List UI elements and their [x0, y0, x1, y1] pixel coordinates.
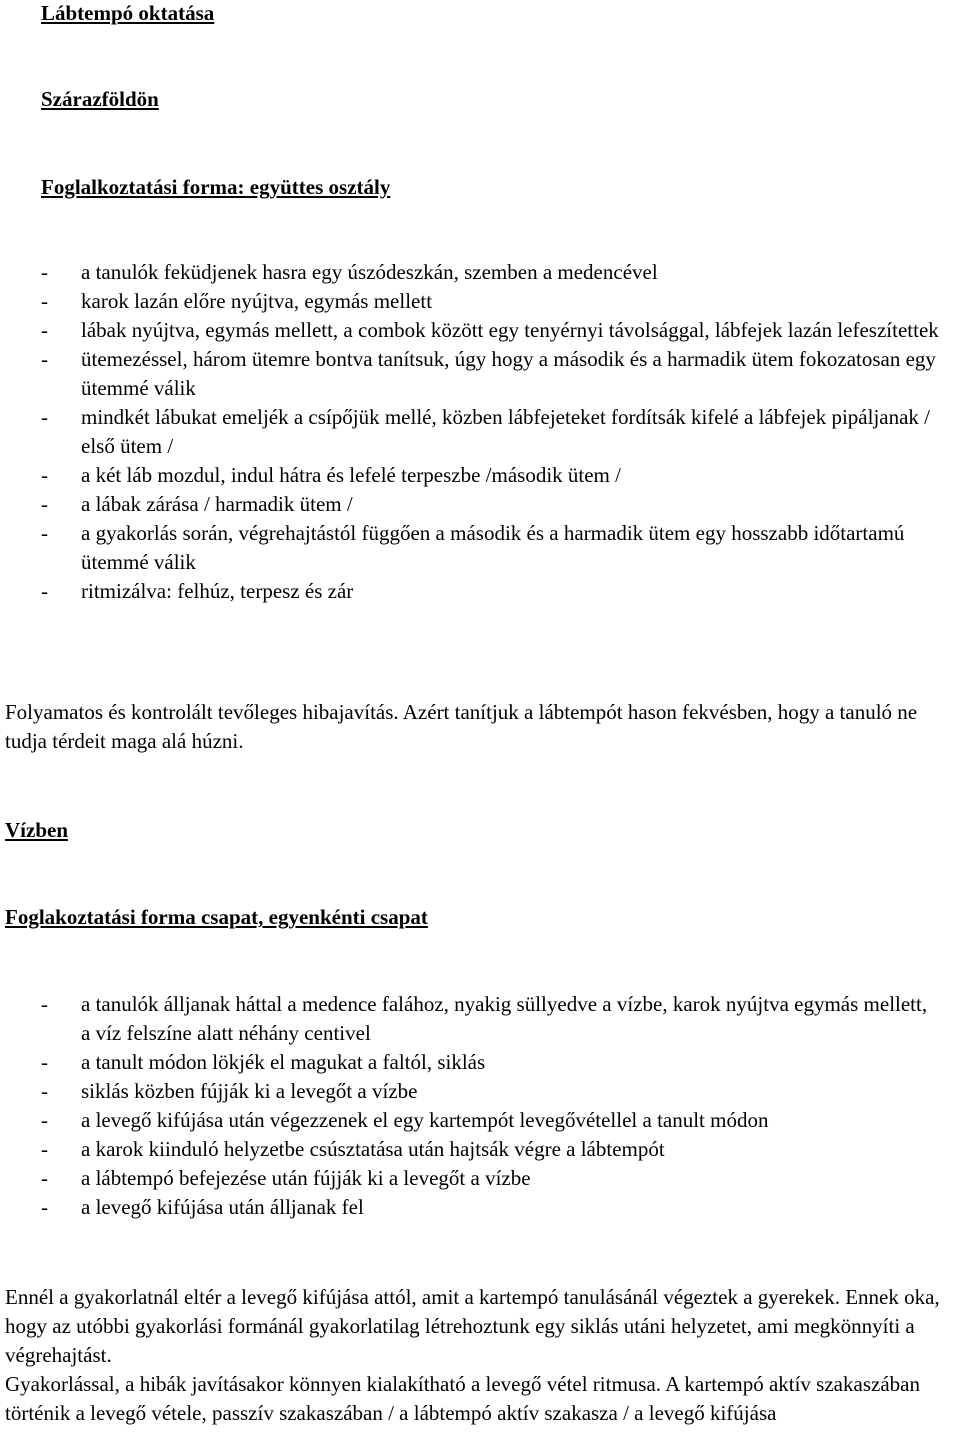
list-dash: - — [41, 1195, 48, 1219]
list-item: - mindkét lábukat emeljék a csípőjük mellé, közben lábfejeteket fordítsák kifelé a lábfejek pipáljanak / első ütem / — [41, 405, 931, 458]
list-dash: - — [41, 1166, 48, 1190]
list-item: - ütemezéssel, három ütemre bontva tanítsuk, úgy hogy a második és a harmadik ütem fokozatosan egy ütemmé válik — [41, 347, 936, 400]
list-item: - ritmizálva: felhúz, terpesz és zár — [41, 577, 941, 606]
list-dash: - — [41, 260, 48, 284]
list-item: - karok lazán előre nyújtva, egymás mellett — [41, 287, 941, 316]
list-item: - a tanulók feküdjenek hasra egy úszódeszkán, szemben a medencével — [41, 258, 941, 287]
water-paragraph-breathing: Gyakorlással, a hibák javításakor könnyen kialakítható a levegő vétel ritmusa. A kartempó aktív szakaszában történik a levegő vétele, passzív szakaszában / a lábtempó aktív szakasza / a levegő kifújása — [5, 1372, 920, 1425]
list-item: - a lábtempó befejezése után fújják ki a levegőt a vízbe — [41, 1164, 941, 1193]
list-dash: - — [41, 463, 48, 487]
section-heading-water: Vízben — [5, 818, 68, 842]
list-dash: - — [41, 992, 48, 1016]
section-heading-dry-land: Szárazföldön — [41, 87, 159, 111]
list-dash: - — [41, 1137, 48, 1161]
list-item: - a tanulók álljanak háttal a medence falához, nyakig süllyedve a vízbe, karok nyújtva egymás mellett, a víz felszíne alatt néhány centivel — [41, 992, 928, 1045]
section-subheading-dry-land: Foglalkoztatási forma: együttes osztály — [41, 175, 391, 199]
section-subheading-water: Foglakoztatási forma csapat, egyenkénti csapat — [5, 905, 428, 929]
list-item: - siklás közben fújják ki a levegőt a vízbe — [41, 1077, 941, 1106]
list-dash: - — [41, 318, 48, 342]
list-dash: - — [41, 521, 48, 545]
list-dash: - — [41, 1050, 48, 1074]
list-item: - a tanult módon lökjék el magukat a faltól, siklás — [41, 1048, 941, 1077]
list-dash: - — [41, 579, 48, 603]
water-steps-list — [41, 990, 941, 1222]
list-dash: - — [41, 347, 48, 371]
list-item: - lábak nyújtva, egymás mellett, a combok között egy tenyérnyi távolsággal, lábfejek lazán lefeszítettek — [41, 316, 941, 345]
list-item: - a lábak zárása / harmadik ütem / — [41, 490, 941, 519]
water-paragraph-explanation: Ennél a gyakorlatnál eltér a levegő kifújása attól, amit a kartempó tanulásánál végeztek a gyerekek. Ennek oka, hogy az utóbbi gyakorlási formánál gyakorlatilag létrehoztunk egy siklás utáni helyzetet, ami megkönnyíti a végrehajtást. — [5, 1285, 940, 1367]
document-title: Lábtempó oktatása — [41, 1, 215, 25]
list-item: - a karok kiinduló helyzetbe csúsztatása után hajtsák végre a lábtempót — [41, 1135, 941, 1164]
list-dash: - — [41, 1079, 48, 1103]
list-item: - a két láb mozdul, indul hátra és lefelé terpeszbe /második ütem / — [41, 461, 941, 490]
dry-land-paragraph: Folyamatos és kontrolált tevőleges hibajavítás. Azért tanítjuk a lábtempót hason fekvésben, hogy a tanuló ne tudja térdeit maga alá húzni. — [5, 700, 918, 753]
list-dash: - — [41, 492, 48, 516]
list-item: - a levegő kifújása után végezzenek el egy kartempót levegővétellel a tanult módon — [41, 1106, 941, 1135]
dry-land-steps-list — [41, 258, 941, 606]
list-item: - a levegő kifújása után álljanak fel — [41, 1193, 941, 1222]
list-dash: - — [41, 405, 48, 429]
list-dash: - — [41, 1108, 48, 1132]
list-dash: - — [41, 289, 48, 313]
list-item: - a gyakorlás során, végrehajtástól függően a második és a harmadik ütem egy hosszabb időtartamú ütemmé válik — [41, 521, 905, 574]
